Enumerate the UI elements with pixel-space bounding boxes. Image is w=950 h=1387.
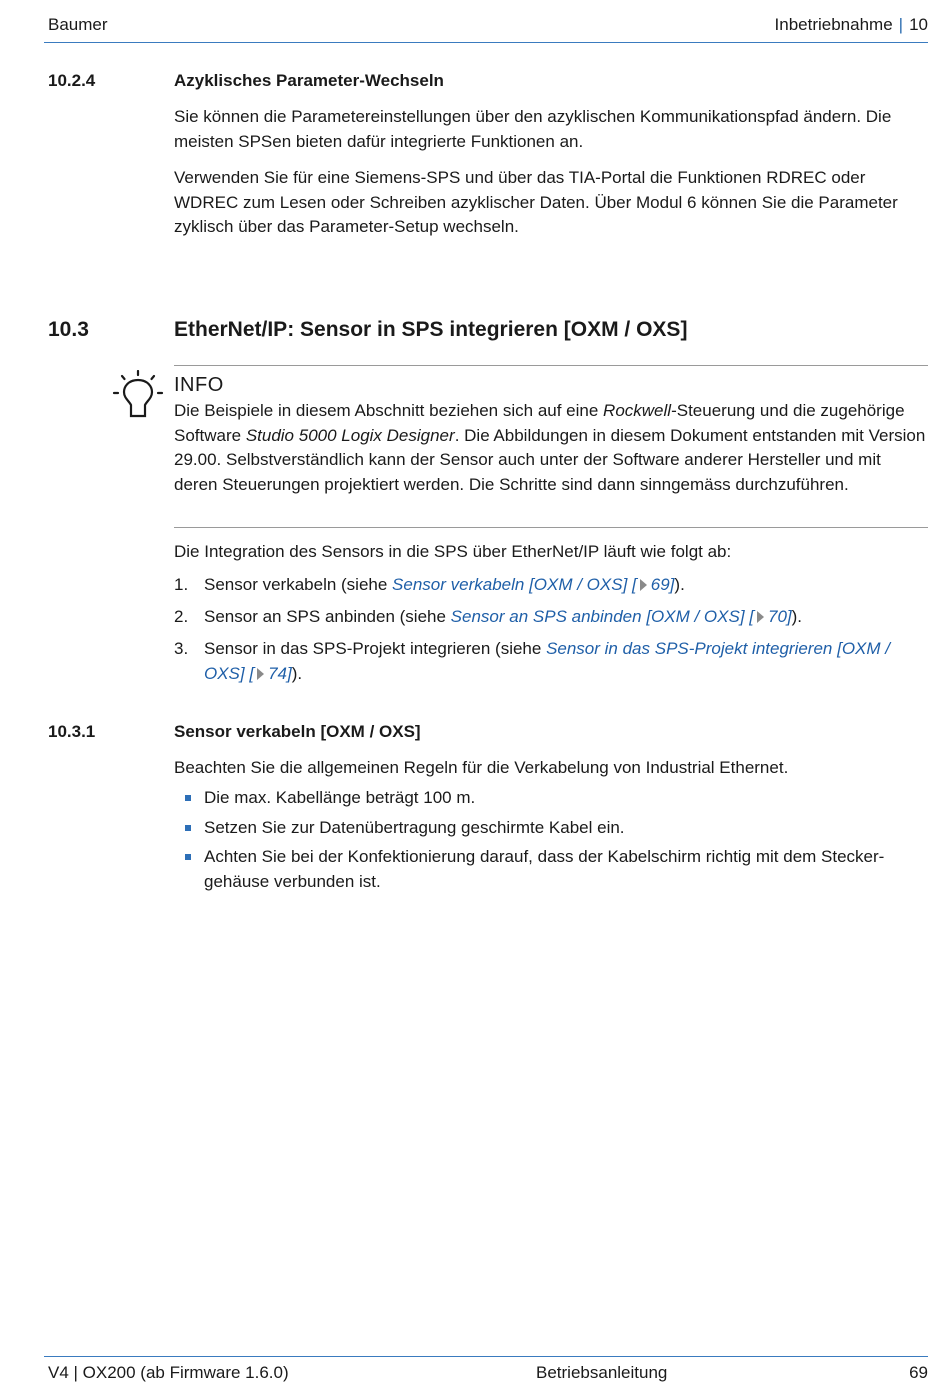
page-ref-arrow-icon [257,668,264,680]
step-text-end: ). [791,607,803,626]
step-item [174,637,928,686]
cabling-intro: Beachten Sie die allgemeinen Regeln für die Verkabelung von Industrial Ethernet. [174,758,789,777]
paragraph-azyklisch-2: Verwenden Sie für eine Siemens-SPS und über das TIA-Portal die Funktionen RDREC oder WDREC zum Lesen oder Schreiben azyklischer Daten. Über Modul 6 können Sie die Parameter zyklisch über das Parameter-Setup wechseln. [174,168,898,236]
header-rule [44,42,928,43]
header-chapter [775,14,928,36]
section-number-10-2-4: 10.2.4 [48,71,96,90]
header-separator: | [898,15,904,34]
section-number-10-3: 10.3 [48,318,89,341]
info-text [174,399,928,497]
list-item [174,845,928,894]
info-text-part-1: Die Beispiele in diesem Abschnitt beziehen sich auf eine [174,401,604,420]
info-text-software: Studio 5000 Logix Designer [245,425,455,445]
footer-version: V4 | OX200 (ab Firmware 1.6.0) [48,1363,289,1382]
list-item [174,816,928,841]
step-link[interactable] [451,607,792,626]
footer-rule [44,1356,928,1357]
footer-page-number: 69 [909,1363,928,1382]
section-title-10-3-1: Sensor verkabeln [OXM / OXS] [174,722,421,741]
cabling-bullets [174,786,928,899]
step-link-label: Sensor an SPS anbinden [OXM / OXS] [ [450,607,754,626]
bullet-square-icon [185,795,191,801]
info-text-rockwell: Rockwell [603,401,672,420]
section-title-10-3: EtherNet/IP: Sensor in SPS integrieren [OXM / OXS] [174,318,688,341]
info-text-part-2: -Steuerung und die zugehörige Software [174,401,905,445]
bullet-text: Die max. Kabellänge beträgt 100 m. [204,788,476,807]
bullet-square-icon [185,854,191,860]
step-item [174,573,928,598]
header-chapter-title: Inbetriebnahme [774,15,893,34]
list-item [174,786,928,811]
page-ref-arrow-icon [757,611,764,623]
step-item [174,605,928,630]
header-company: Baumer [48,15,108,34]
step-link-label: Sensor in das SPS-Projekt integrieren [OXM / OXS] [ [204,639,890,683]
info-title: INFO [174,374,224,396]
step-number: 3. [174,639,189,658]
step-link-label: Sensor verkabeln [OXM / OXS] [ [392,575,637,594]
step-text: Sensor in das SPS-Projekt integrieren (siehe [204,639,547,658]
page-ref-arrow-icon [640,579,647,591]
bullet-square-icon [185,825,191,831]
section-title-10-2-4: Azyklisches Parameter-Wechseln [174,71,444,90]
integration-intro: Die Integration des Sensors in die SPS über EtherNet/IP läuft wie folgt ab: [174,542,732,561]
info-text-part-3: . Die Abbildungen in diesem Dokument entstanden mit Version 29.00. Selbstverständlich kann der Sensor auch unter der Software anderer Hersteller und mit deren Steuerungen projektiert werden. Die Schritte sind dann sinngemäss durchzuführen. [174,425,926,494]
step-text: Sensor an SPS anbinden (siehe [204,607,451,626]
header-chapter-number: 10 [909,15,928,34]
step-link[interactable] [392,575,674,594]
bullet-text: Achten Sie bei der Konfektionierung darauf, dass der Kabelschirm richtig mit dem Steckergehäuse verbunden ist. [204,847,885,891]
step-link-page: 74] [268,663,292,683]
footer-doc-type: Betriebsanleitung [536,1363,668,1382]
step-link-page: 70] [768,607,792,626]
step-text-end: ). [674,575,685,594]
step-text: Sensor verkabeln (siehe [204,575,393,594]
info-top-rule [174,365,928,366]
integration-steps [174,573,928,694]
step-text-end: ). [291,663,303,683]
step-number: 2. [174,607,189,626]
section-number-10-3-1: 10.3.1 [48,722,96,741]
info-bottom-rule [174,527,928,528]
lightbulb-icon [112,370,164,422]
bullet-text: Setzen Sie zur Datenübertragung geschirmte Kabel ein. [204,817,625,837]
step-number: 1. [174,575,189,594]
paragraph-azyklisch-1: Sie können die Parametereinstellungen über den azyklischen Kommunikationspfad ändern. Die meisten SPSen bieten dafür integrierte Funktionen an. [174,107,892,151]
step-link-page: 69] [650,575,675,594]
